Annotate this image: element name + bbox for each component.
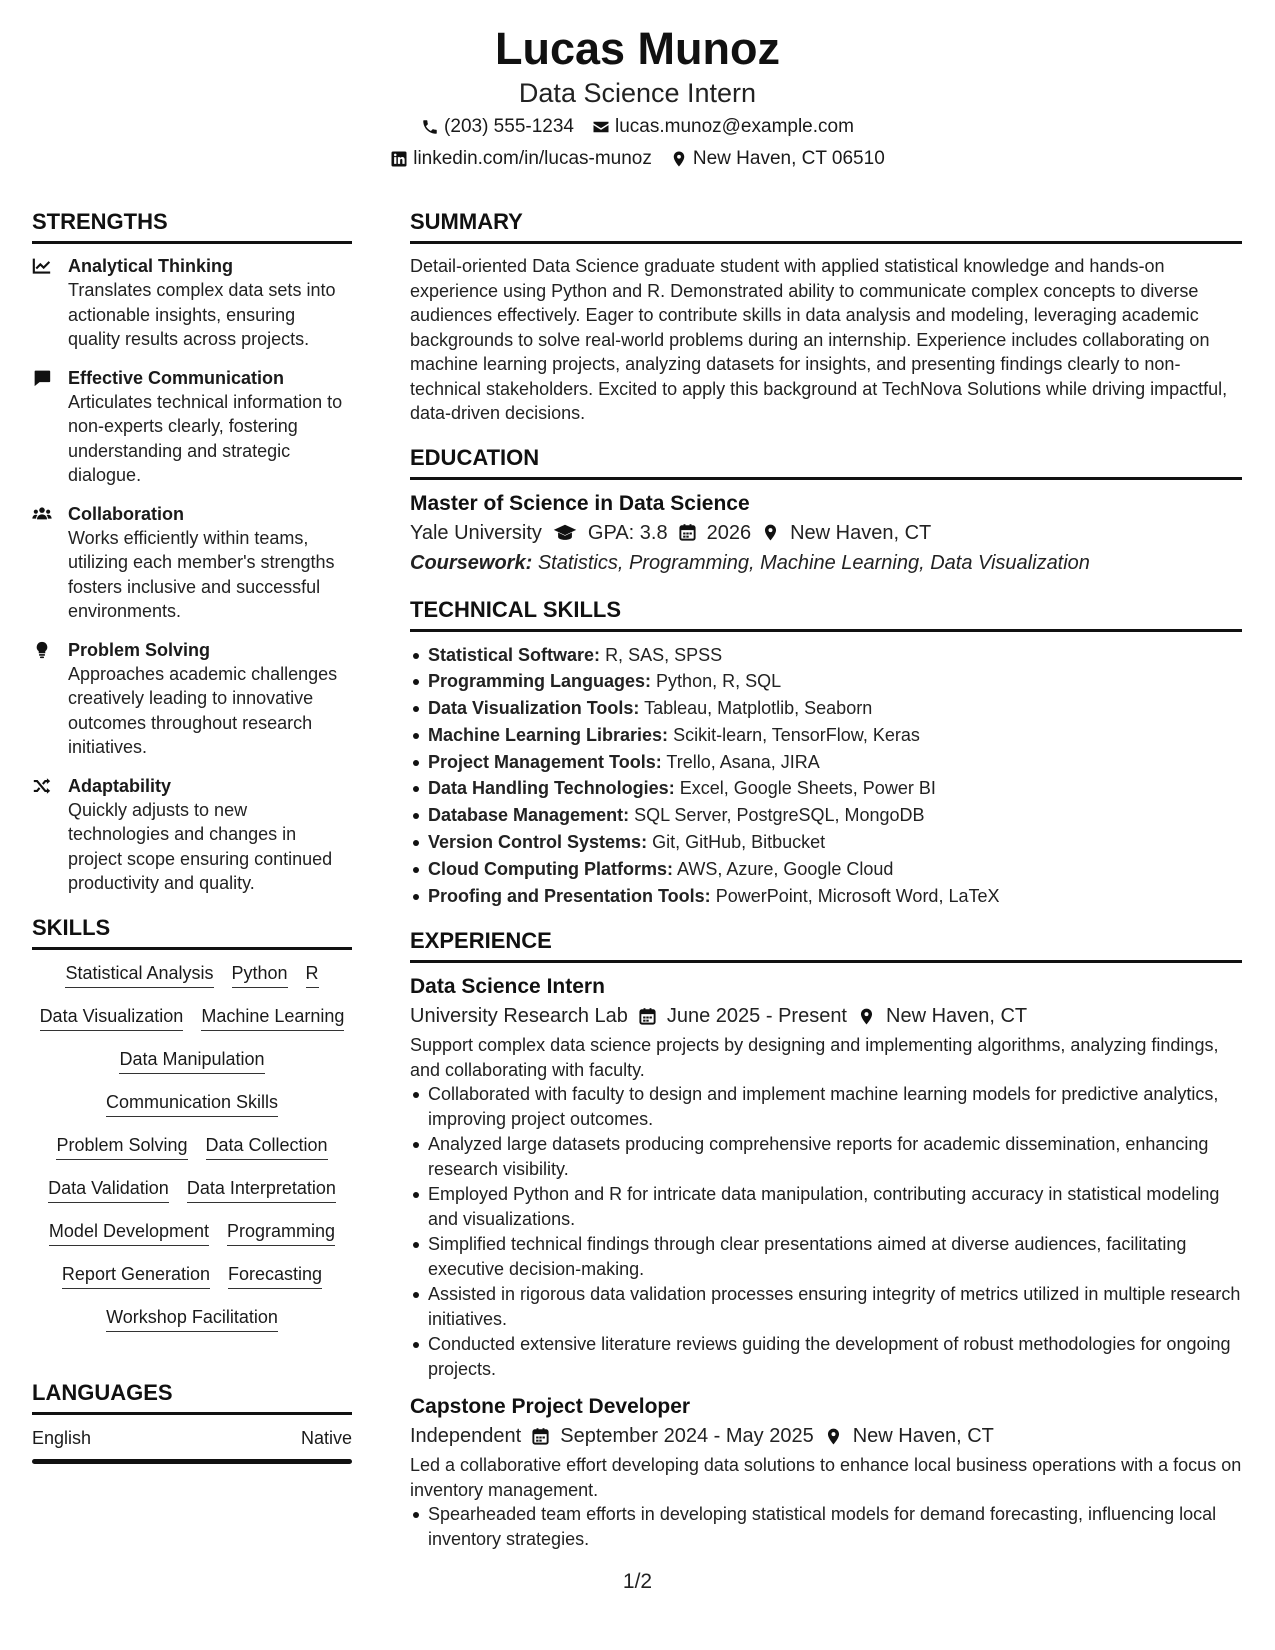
job-description: Led a collaborative effort developing data solutions to enhance local business operations with a focus on inventory management. — [410, 1455, 1242, 1500]
skill-category: Programming Languages: — [428, 671, 652, 692]
strengths-heading: STRENGTHS — [32, 206, 352, 244]
list-item — [410, 856, 1242, 883]
job-entry — [410, 973, 1242, 1381]
skill-values: Excel, Google Sheets, Power BI — [679, 778, 936, 799]
job-meta — [410, 1421, 1242, 1451]
skill-tag: Communication Skills — [106, 1089, 278, 1117]
candidate-name: Lucas Munoz — [494, 23, 780, 74]
job-location: New Haven, CT — [852, 1425, 994, 1448]
page-number: 1/2 — [622, 1570, 653, 1593]
skill-tag: Model Development — [49, 1218, 209, 1246]
language-name: English — [32, 1427, 92, 1448]
candidate-role: Data Science Intern — [518, 78, 757, 108]
skill-tag: Data Validation — [48, 1175, 169, 1203]
linkedin-contact[interactable] — [390, 144, 652, 174]
list-item — [410, 749, 1242, 776]
skill-values: Scikit-learn, TensorFlow, Keras — [673, 724, 920, 745]
strength-item — [32, 366, 352, 488]
list-item: Collaborated with faculty to design and implement machine learning models for predictive analytics, improving project outcomes. — [410, 1082, 1242, 1131]
email-text: lucas.munoz@example.com — [614, 116, 854, 137]
list-item — [410, 695, 1242, 722]
linkedin-text: linkedin.com/in/lucas-munoz — [413, 148, 652, 169]
strength-description: Works efficiently within teams, utilizing each member's strengths fosters inclusive and successful environments. — [68, 527, 335, 621]
education-meta — [410, 518, 1242, 548]
job-organization: University Research Lab — [410, 1005, 628, 1028]
skill-values: Tableau, Matplotlib, Seaborn — [644, 698, 873, 719]
language-proficiency-bar — [32, 1459, 352, 1464]
education-heading: EDUCATION — [410, 442, 1242, 480]
calendar-icon — [531, 1427, 550, 1446]
strength-description: Translates complex data sets into actionable insights, ensuring quality results across projects. — [68, 280, 336, 349]
skill-category: Data Visualization Tools: — [428, 698, 640, 719]
skill-tag: Programming — [227, 1218, 335, 1246]
strength-title: Adaptability — [68, 775, 172, 796]
skill-values: PowerPoint, Microsoft Word, LaTeX — [715, 885, 1000, 906]
summary-heading: SUMMARY — [410, 206, 1242, 244]
map-pin-icon — [761, 523, 780, 542]
strength-item — [32, 254, 352, 352]
graduation-cap-icon — [552, 523, 578, 542]
skill-category: Machine Learning Libraries: — [428, 724, 669, 745]
envelope-icon — [592, 118, 610, 136]
job-location: New Haven, CT — [886, 1005, 1028, 1028]
list-item — [410, 775, 1242, 802]
skill-tag: Data Manipulation — [119, 1046, 264, 1074]
skill-values: AWS, Azure, Google Cloud — [677, 858, 894, 879]
experience-heading: EXPERIENCE — [410, 925, 1242, 963]
strength-description: Articulates technical information to non-experts clearly, fostering understanding and strategic dialogue. — [68, 391, 343, 485]
list-item: Analyzed large datasets producing comprehensive reports for academic dissemination, enhancing research visibility. — [410, 1132, 1242, 1181]
skill-values: R, SAS, SPSS — [605, 644, 723, 665]
comment-icon — [32, 366, 54, 488]
job-dates: June 2025 - Present — [666, 1005, 847, 1028]
strength-title: Analytical Thinking — [68, 256, 234, 276]
list-item: Assisted in rigorous data validation processes ensuring integrity of metrics utilized in multiple research initiatives. — [410, 1282, 1242, 1331]
skill-category: Proofing and Presentation Tools: — [428, 885, 711, 906]
skill-category: Version Control Systems: — [428, 832, 648, 853]
list-item — [410, 802, 1242, 829]
list-item — [410, 883, 1242, 910]
summary-text: Detail-oriented Data Science graduate student with applied statistical knowledge and hands-on experience using Python and R. Demonstrated ability to communicate complex concepts to diverse audiences effectively. Eager to contribute skills in data analysis and modeling, leveraging academic backgrounds to solve real-world problems during an internship. Experience includes collaborating on machine learning projects, analyzing datasets for insights, and presenting findings clearly to non-technical stakeholders. Excited to apply this background at TechNova Solutions while driving impactful, data-driven decisions. — [410, 256, 1228, 423]
skill-values: Git, GitHub, Bitbucket — [652, 832, 826, 853]
calendar-icon — [678, 523, 697, 542]
skill-tag: Data Visualization — [40, 1003, 184, 1031]
degree-title: Master of Science in Data Science — [410, 491, 750, 515]
job-dates: September 2024 - May 2025 — [560, 1425, 814, 1448]
language-row — [32, 1425, 352, 1451]
skills-tags — [32, 960, 352, 1347]
list-item: Simplified technical findings through clear presentations aimed at diverse audiences, facilitating executive decision-making. — [410, 1232, 1242, 1281]
location-contact — [670, 144, 885, 174]
strength-description: Approaches academic challenges creatively leading to innovative outcomes throughout research initiatives. — [68, 663, 338, 757]
list-item: Employed Python and R for intricate data manipulation, contributing accuracy in statistical modeling and visualizations. — [410, 1182, 1242, 1231]
technical-skills-heading: TECHNICAL SKILLS — [410, 594, 1242, 632]
gpa-text: GPA: 3.8 — [587, 521, 668, 544]
resume-header — [0, 22, 1275, 174]
list-item — [410, 722, 1242, 749]
calendar-icon — [638, 1007, 657, 1026]
map-pin-icon — [670, 150, 688, 168]
job-entry — [410, 1393, 1242, 1551]
skill-category: Project Management Tools: — [428, 751, 662, 772]
right-column — [410, 206, 1242, 1552]
skill-tag: Forecasting — [228, 1261, 322, 1289]
list-item: Spearheaded team efforts in developing statistical models for demand forecasting, influencing local inventory strategies. — [410, 1502, 1242, 1551]
users-icon — [32, 502, 54, 624]
list-item — [410, 668, 1242, 695]
strength-title: Collaboration — [68, 503, 184, 524]
strength-item — [32, 502, 352, 624]
graduation-year: 2026 — [706, 521, 752, 544]
skill-category: Statistical Software: — [428, 644, 601, 665]
phone-icon — [421, 118, 439, 136]
strength-title: Effective Communication — [68, 367, 285, 388]
technical-skills-list — [410, 642, 1242, 910]
job-title: Capstone Project Developer — [410, 1395, 691, 1419]
strength-description: Quickly adjusts to new technologies and changes in project scope ensuring continued productivity and quality. — [68, 799, 333, 893]
map-pin-icon — [824, 1427, 843, 1446]
skill-tag: Python — [232, 960, 288, 988]
skill-tag: Machine Learning — [201, 1003, 344, 1031]
list-item: Conducted extensive literature reviews guiding the development of robust methodologies for ongoing projects. — [410, 1332, 1242, 1381]
skill-tag: Workshop Facilitation — [106, 1304, 278, 1332]
map-pin-icon — [857, 1007, 876, 1026]
skill-values: SQL Server, PostgreSQL, MongoDB — [634, 805, 925, 826]
skill-tag: Statistical Analysis — [65, 960, 213, 988]
strengths-list — [32, 254, 352, 896]
job-organization: Independent — [410, 1425, 522, 1448]
skill-category: Database Management: — [428, 805, 630, 826]
job-bullets — [410, 1502, 1242, 1551]
email-contact[interactable] — [592, 112, 854, 142]
contact-row-1 — [0, 112, 1275, 142]
phone-text: (203) 555-1234 — [444, 116, 574, 137]
chart-line-icon — [32, 254, 54, 352]
coursework-label: Coursework: — [410, 551, 533, 574]
phone-contact[interactable] — [421, 112, 574, 142]
skill-tag: Data Collection — [206, 1132, 328, 1160]
location-text: New Haven, CT 06510 — [692, 148, 885, 169]
coursework-list: Statistics, Programming, Machine Learning, Data Visualization — [537, 551, 1090, 574]
strength-item — [32, 774, 352, 896]
job-description: Support complex data science projects by designing and implementing algorithms, analyzing findings, and collaborating with faculty. — [410, 1035, 1219, 1080]
skill-tag: Problem Solving — [56, 1132, 187, 1160]
job-title: Data Science Intern — [410, 975, 605, 999]
education-location: New Haven, CT — [790, 521, 932, 544]
strength-item — [32, 638, 352, 760]
job-bullets — [410, 1082, 1242, 1381]
list-item — [410, 829, 1242, 856]
skill-category: Data Handling Technologies: — [428, 778, 675, 799]
school-name: Yale University — [410, 521, 542, 544]
strength-title: Problem Solving — [68, 639, 211, 660]
skill-tag: Report Generation — [62, 1261, 210, 1289]
skills-heading: SKILLS — [32, 912, 352, 950]
lightbulb-icon — [32, 638, 54, 760]
skill-category: Cloud Computing Platforms: — [428, 858, 673, 879]
skill-tag: R — [306, 960, 319, 988]
language-level: Native — [300, 1427, 352, 1448]
skill-tag: Data Interpretation — [187, 1175, 336, 1203]
skill-values: Trello, Asana, JIRA — [666, 751, 820, 772]
left-column — [32, 206, 352, 1464]
skill-values: Python, R, SQL — [656, 671, 782, 692]
list-item — [410, 642, 1242, 669]
linkedin-icon — [390, 150, 408, 168]
languages-heading: LANGUAGES — [32, 1377, 352, 1415]
coursework-line — [410, 548, 1242, 578]
contact-row-2 — [0, 144, 1275, 174]
shuffle-icon — [32, 774, 54, 896]
job-meta — [410, 1001, 1242, 1031]
